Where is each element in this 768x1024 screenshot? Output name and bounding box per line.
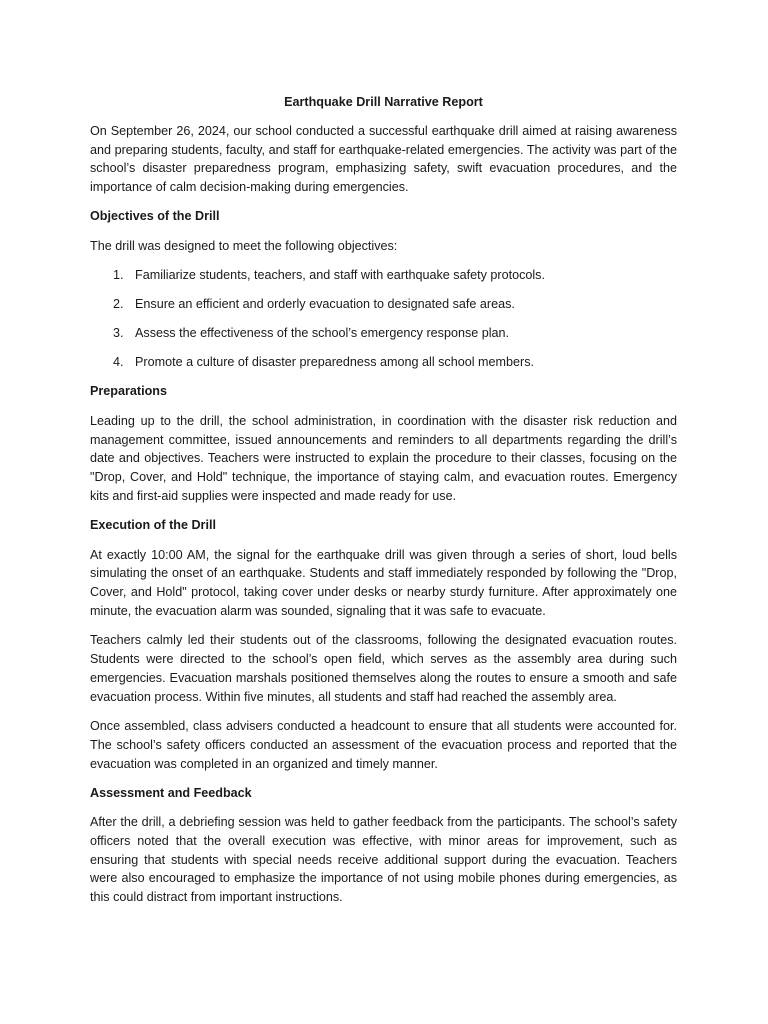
document-title: Earthquake Drill Narrative Report (284, 95, 483, 109)
objectives-list (90, 266, 677, 372)
assessment-paragraph: After the drill, a debriefing session was held to gather feedback from the participants. The school’s safety officers noted that the overall execution was effective, with minor areas for improvement, such as ensuring that students with special needs receive additional support during the evacuation. Teachers were also encouraged to emphasize the importance of not using mobile phones during emergencies, as this could distract from important instructions. (90, 815, 677, 905)
intro-paragraph: On September 26, 2024, our school conducted a successful earthquake drill aimed at raising awareness and preparing students, faculty, and staff for earthquake-related emergencies. The activity was part of the school’s disaster preparedness program, emphasizing safety, swift evacuation procedures, and the importance of calm decision-making during emergencies. (90, 123, 677, 195)
execution-paragraph-3: Once assembled, class advisers conducted a headcount to ensure that all students were accounted for. The school’s safety officers conducted an assessment of the evacuation process and reported that the evacuation was completed in an organized and timely manner. (90, 718, 677, 771)
objectives-lead: The drill was designed to meet the following objectives: (90, 238, 398, 253)
list-item (90, 353, 677, 372)
preparations-paragraph: Leading up to the drill, the school administration, in coordination with the disaster risk reduction and management committee, issued announcements and reminders to all departments regarding the drill’s date and objectives. Teachers were instructed to explain the procedure to their classes, focusing on the "Drop, Cover, and Hold" technique, the importance of staying calm, and evacuation routes. Emergency kits and first-aid supplies were inspected and made ready for use. (90, 413, 677, 503)
list-number: 4. (113, 355, 124, 370)
assessment-heading: Assessment and Feedback (90, 785, 252, 800)
list-item (90, 324, 677, 343)
list-number: 1. (113, 268, 124, 283)
list-item-text: Assess the effectiveness of the school’s emergency response plan. (135, 326, 510, 341)
objectives-heading: Objectives of the Drill (90, 209, 220, 224)
list-item-text: Promote a culture of disaster preparedness among all school members. (135, 355, 534, 370)
list-number: 3. (113, 326, 124, 341)
preparations-heading: Preparations (90, 384, 167, 399)
execution-paragraph-2: Teachers calmly led their students out of the classrooms, following the designated evacuation routes. Students were directed to the school’s open field, which serves as the assembly area during such emergencies. Evacuation marshals positioned themselves along the routes to ensure a smooth and safe evacuation process. Within five minutes, all students and staff had reached the assembly area. (90, 633, 677, 704)
list-item (90, 295, 677, 314)
list-item-text: Familiarize students, teachers, and staff with earthquake safety protocols. (135, 268, 545, 283)
document-page (90, 93, 677, 918)
list-item-text: Ensure an efficient and orderly evacuation to designated safe areas. (135, 297, 515, 312)
execution-paragraph-1: At exactly 10:00 AM, the signal for the earthquake drill was given through a series of short, loud bells simulating the onset of an earthquake. Students and staff immediately responded by following the "Drop, Cover, and Hold" protocol, taking cover under desks or nearby sturdy furniture. After approximately one minute, the evacuation alarm was sounded, signaling that it was safe to evacuate. (90, 547, 677, 618)
list-number: 2. (113, 297, 124, 312)
list-item (90, 266, 677, 285)
execution-heading: Execution of the Drill (90, 518, 216, 533)
